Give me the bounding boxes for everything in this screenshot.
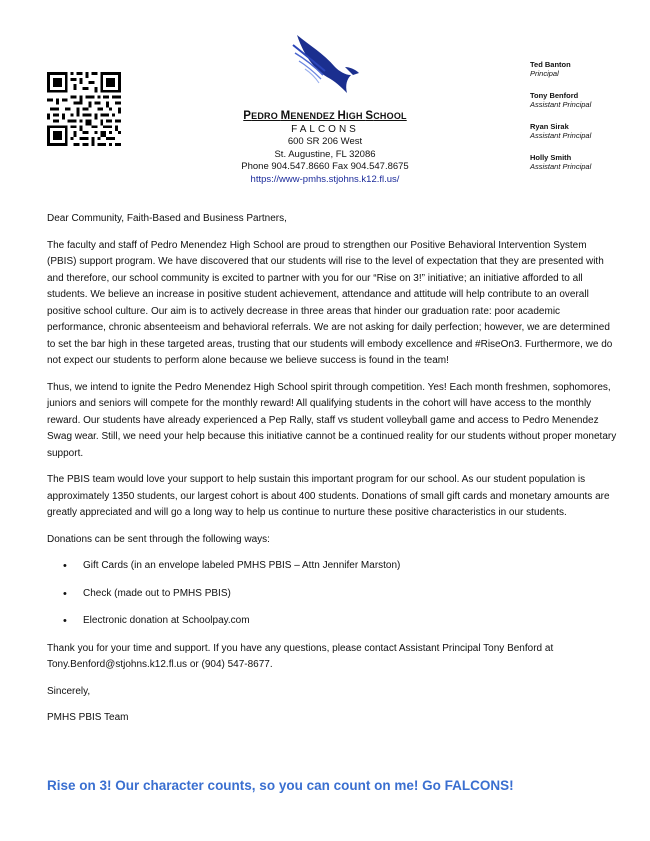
- letter-paragraph: Thus, we intend to ignite the Pedro Menendez High School spirit through competition. Yes! Each month freshmen, sophomores, juniors and seniors will compete for the monthly reward! All qualifying students in the cohort will have access to the monthly reward. Our students have already experienced a Pep Rally, staff vs student volleyball game and access to Pedro Menendez Swag wear. Still, we need your help because this initiative cannot be a continued reality for our students without proper monetary support.: [47, 381, 617, 459]
- donation-methods-list: [47, 558, 617, 630]
- list-item: • Check (made out to PMHS PBIS): [47, 586, 617, 603]
- staff-role: Assistant Principal: [530, 131, 592, 140]
- staff-entry: [530, 60, 645, 78]
- falcon-logo-icon: [289, 31, 361, 95]
- qr-code-icon: [47, 72, 121, 146]
- school-header: [180, 110, 470, 186]
- phone-fax: Phone 904.547.8660 Fax 904.547.8675: [241, 161, 409, 172]
- staff-role: Assistant Principal: [530, 100, 592, 109]
- staff-name: Holly Smith: [530, 153, 572, 162]
- school-website-link[interactable]: https://www-pmhs.stjohns.k12.fl.us/: [250, 173, 400, 185]
- letter-paragraph: The PBIS team would love your support to help sustain this important program for our school. As our student population is approximately 1350 students, our largest cohort is about 400 students. Donations of small gift cards and monetary amounts are greatly appreciated and will go a long way to help us continue to nurture these positive characteristics in our students.: [47, 474, 610, 518]
- address-line-1: 600 SR 206 West: [287, 136, 363, 147]
- letter-paragraph: The faculty and staff of Pedro Menendez High School are proud to strengthen our Positive Behavioral Intervention System (PBIS) support program. We have discovered that our students will rise to the level of expectation that they are presented with and therefore, our school community is excited to partner with you for our “Rise on 3!” initiative; an initiative afforded to all students. We believe an increase in positive student achievement, attendance and attitude will help contribute to an overall positive school culture. Our aim is to actively decrease in three areas that hinder our graduation rate: poor academic performance, chronic absenteeism and behavioral referrals. We are not asking for daily perfection; however, we are determined to set the bar high in these targeted areas, trusting that our students will embody excellence and #RiseOn3. Furthermore, we do not expect our students to perform alone because we believe success is found in the team!: [47, 239, 613, 366]
- letter-greeting: Dear Community, Faith-Based and Business Partners,: [47, 213, 287, 224]
- signature: PMHS PBIS Team: [47, 712, 129, 723]
- list-item: • Electronic donation at Schoolpay.com: [47, 613, 617, 630]
- school-name: PEDRO MENENDEZ HIGH SCHOOL: [243, 110, 407, 122]
- staff-name: Tony Benford: [530, 91, 579, 100]
- staff-name: Ted Banton: [530, 60, 571, 69]
- sign-off: Sincerely,: [47, 685, 91, 697]
- staff-role: Assistant Principal: [530, 162, 592, 171]
- address-line-2: St. Augustine, FL 32086: [274, 148, 376, 160]
- letter-paragraph: Donations can be sent through the following ways:: [47, 533, 270, 545]
- staff-name: Ryan Sirak: [530, 122, 569, 131]
- list-item: • Gift Cards (in an envelope labeled PMHS PBIS – Attn Jennifer Marston): [47, 558, 617, 575]
- staff-entry: [530, 122, 645, 140]
- staff-entry: [530, 153, 645, 171]
- letter-body: [47, 211, 617, 737]
- staff-list: [530, 60, 645, 184]
- closing-paragraph: Thank you for your time and support. If you have any questions, please contact Assistant Principal Tony Benford at Tony.Benford@stjohns.k12.fl.us or (904) 547-8677.: [47, 642, 554, 670]
- staff-role: Principal: [530, 69, 559, 78]
- staff-entry: [530, 91, 645, 109]
- school-mascot: FALCONS: [291, 123, 359, 135]
- slogan: Rise on 3! Our character counts, so you can count on me! Go FALCONS!: [47, 778, 514, 793]
